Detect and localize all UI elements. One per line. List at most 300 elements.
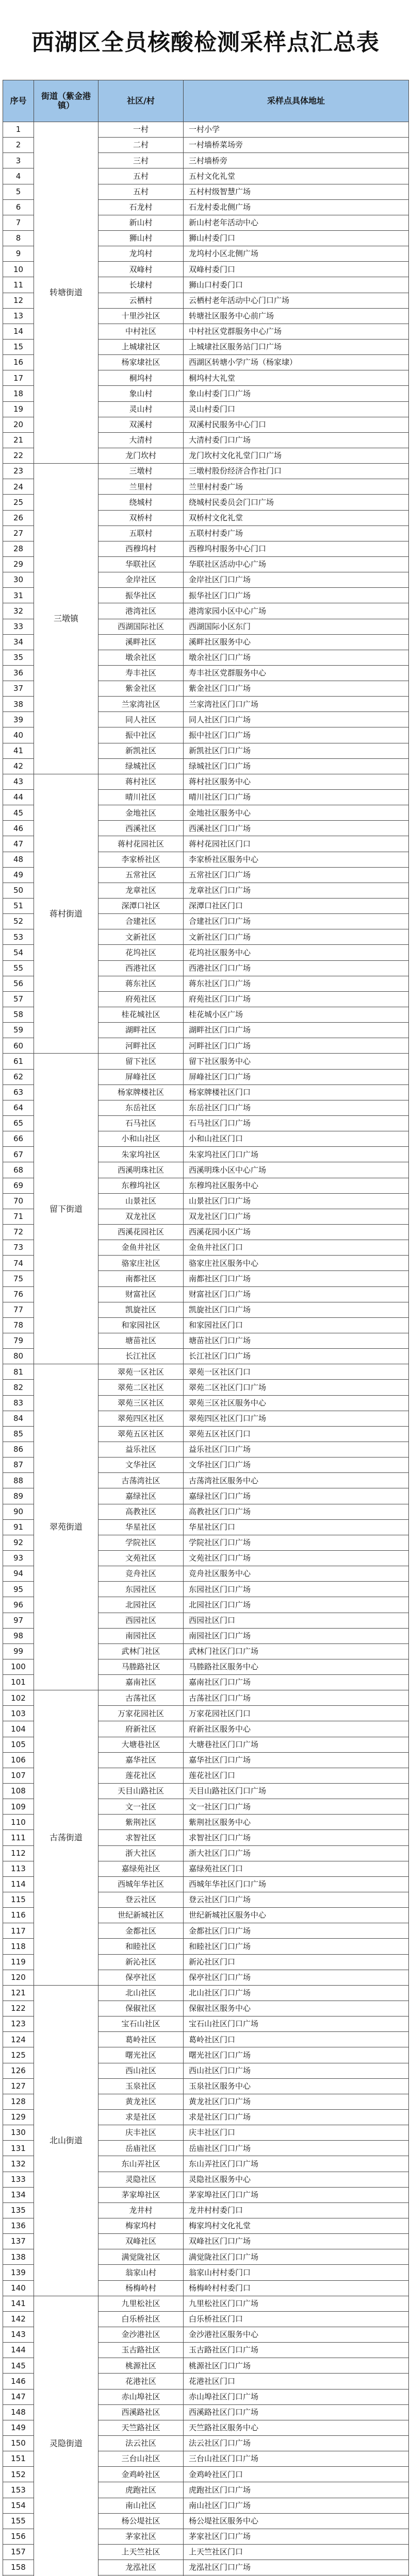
site-cell: 翠苑二区社区门口广场 — [184, 1380, 409, 1395]
site-cell: 和睦社区门口广场 — [184, 1939, 409, 1954]
site-cell: 翠苑一区社区门口 — [184, 1364, 409, 1380]
site-cell: 李家桥社区服务中心 — [184, 852, 409, 867]
site-cell: 西湖国际小区东门 — [184, 619, 409, 634]
seq-cell: 158 — [3, 2560, 34, 2575]
community-cell: 南山社区 — [98, 2498, 184, 2513]
seq-cell: 61 — [3, 1054, 34, 1069]
site-cell: 古荡社区门口广场 — [184, 1690, 409, 1706]
site-cell: 南园社区门口广场 — [184, 1628, 409, 1643]
site-cell: 象山村委门口广场 — [184, 386, 409, 401]
community-cell: 灵山村 — [98, 401, 184, 417]
seq-cell: 128 — [3, 2094, 34, 2109]
community-cell: 龙坞村 — [98, 246, 184, 262]
community-cell: 杨家牌楼社区 — [98, 1084, 184, 1100]
site-cell: 武林门社区门口广场 — [184, 1643, 409, 1659]
seq-cell: 82 — [3, 1380, 34, 1395]
seq-cell: 145 — [3, 2358, 34, 2374]
seq-cell: 157 — [3, 2544, 34, 2560]
community-cell: 茅家社区 — [98, 2529, 184, 2544]
seq-cell: 154 — [3, 2498, 34, 2513]
seq-cell: 8 — [3, 230, 34, 246]
community-cell: 寿丰社区 — [98, 665, 184, 681]
community-cell: 文一社区 — [98, 1799, 184, 1815]
street-cell: 翠苑街道 — [34, 1364, 98, 1690]
site-cell: 双峰村委门口 — [184, 262, 409, 277]
seq-cell: 6 — [3, 199, 34, 215]
community-cell: 上城埭社区 — [98, 339, 184, 354]
community-cell: 李家桥社区 — [98, 852, 184, 867]
site-cell: 东穆坞社区服务中心 — [184, 1178, 409, 1193]
site-cell: 上天竺社区门口 — [184, 2544, 409, 2560]
table-header-row — [3, 80, 409, 122]
seq-cell: 80 — [3, 1349, 34, 1364]
seq-cell: 25 — [3, 495, 34, 510]
seq-cell: 51 — [3, 899, 34, 914]
site-cell: 西溪社区门口广场 — [184, 821, 409, 836]
community-cell: 朱家坞社区 — [98, 1147, 184, 1162]
seq-cell: 135 — [3, 2202, 34, 2218]
seq-cell: 46 — [3, 821, 34, 836]
community-cell: 龙泓社区 — [98, 2560, 184, 2575]
seq-cell: 19 — [3, 401, 34, 417]
site-cell: 西山社区门口广场 — [184, 2063, 409, 2078]
seq-cell: 150 — [3, 2435, 34, 2451]
seq-cell: 10 — [3, 262, 34, 277]
seq-cell: 48 — [3, 852, 34, 867]
seq-cell: 14 — [3, 324, 34, 339]
seq-cell: 11 — [3, 277, 34, 293]
community-cell: 西溪社区 — [98, 821, 184, 836]
seq-cell: 95 — [3, 1582, 34, 1597]
site-cell: 桃源社区门口广场 — [184, 2358, 409, 2374]
site-cell: 金地社区服务中心 — [184, 805, 409, 821]
seq-cell: 94 — [3, 1566, 34, 1582]
seq-cell: 87 — [3, 1458, 34, 1473]
table-row — [3, 1364, 409, 1380]
community-cell: 西溪路社区 — [98, 2404, 184, 2420]
table-row — [3, 1985, 409, 2001]
site-cell: 龙坞村小区北侧广场 — [184, 246, 409, 262]
site-cell: 万家花园社区门口 — [184, 1706, 409, 1721]
seq-cell: 26 — [3, 510, 34, 526]
site-cell: 龙泓社区门口广场 — [184, 2560, 409, 2575]
header-community: 社区/村 — [98, 80, 184, 122]
seq-cell: 22 — [3, 448, 34, 463]
site-cell: 东园社区门口广场 — [184, 1582, 409, 1597]
community-cell: 同人社区 — [98, 712, 184, 727]
seq-cell: 152 — [3, 2467, 34, 2482]
site-cell: 竞舟社区服务中心 — [184, 1566, 409, 1582]
seq-cell: 47 — [3, 836, 34, 852]
seq-cell: 141 — [3, 2296, 34, 2311]
community-cell: 三台山社区 — [98, 2451, 184, 2467]
site-cell: 双峰社区门口广场 — [184, 2234, 409, 2249]
community-cell: 东山弄社区 — [98, 2156, 184, 2172]
community-cell: 一村 — [98, 122, 184, 138]
seq-cell: 136 — [3, 2218, 34, 2233]
table-row — [3, 1054, 409, 1069]
site-cell: 天目山路社区门口广场 — [184, 1784, 409, 1799]
site-cell: 文一社区门口广场 — [184, 1799, 409, 1815]
seq-cell: 153 — [3, 2482, 34, 2498]
community-cell: 求是社区 — [98, 2110, 184, 2125]
community-cell: 满觉陇社区 — [98, 2249, 184, 2265]
seq-cell: 147 — [3, 2389, 34, 2404]
community-cell: 南都社区 — [98, 1271, 184, 1286]
site-cell: 同人社区门口广场 — [184, 712, 409, 727]
seq-cell: 70 — [3, 1193, 34, 1209]
community-cell: 保俶社区 — [98, 2001, 184, 2016]
site-cell: 紫金社区门口广场 — [184, 681, 409, 697]
community-cell: 华星社区 — [98, 1519, 184, 1535]
community-cell: 三村 — [98, 153, 184, 168]
community-cell: 翠苑五区社区 — [98, 1426, 184, 1442]
community-cell: 金地社区 — [98, 805, 184, 821]
seq-cell: 130 — [3, 2125, 34, 2141]
community-cell: 嘉绿社区 — [98, 1488, 184, 1504]
community-cell: 葛岭社区 — [98, 2032, 184, 2047]
site-cell: 绕城村民委员会门口广场 — [184, 495, 409, 510]
community-cell: 五村 — [98, 168, 184, 184]
site-cell: 金沙港社区服务中心 — [184, 2327, 409, 2342]
community-cell: 金沙港社区 — [98, 2327, 184, 2342]
community-cell: 石马社区 — [98, 1116, 184, 1131]
community-cell: 嘉华社区 — [98, 1752, 184, 1768]
community-cell: 绿城社区 — [98, 758, 184, 774]
site-cell: 合建社区门口广场 — [184, 914, 409, 929]
community-cell: 塘苗社区 — [98, 1333, 184, 1348]
community-cell: 府苑社区 — [98, 991, 184, 1007]
community-cell: 益乐社区 — [98, 1442, 184, 1457]
seq-cell: 88 — [3, 1473, 34, 1488]
community-cell: 天目山路社区 — [98, 1784, 184, 1799]
seq-cell: 108 — [3, 1784, 34, 1799]
seq-cell: 63 — [3, 1084, 34, 1100]
community-cell: 中村社区 — [98, 324, 184, 339]
seq-cell: 83 — [3, 1395, 34, 1411]
community-cell: 桐坞村 — [98, 370, 184, 386]
seq-cell: 59 — [3, 1023, 34, 1038]
community-cell: 晴川社区 — [98, 790, 184, 805]
community-cell: 溪畔社区 — [98, 634, 184, 650]
site-cell: 小和山社区门口 — [184, 1131, 409, 1147]
community-cell: 保亭社区 — [98, 1970, 184, 1985]
seq-cell: 30 — [3, 572, 34, 588]
seq-cell: 115 — [3, 1892, 34, 1908]
community-cell: 西园社区 — [98, 1613, 184, 1628]
site-cell: 大清村委门口广场 — [184, 432, 409, 448]
community-cell: 翠苑四区社区 — [98, 1411, 184, 1426]
table-row — [3, 464, 409, 479]
site-cell: 溪畔社区服务中心 — [184, 634, 409, 650]
community-cell: 财富社区 — [98, 1286, 184, 1302]
community-cell: 高教社区 — [98, 1504, 184, 1519]
community-cell: 花港社区 — [98, 2374, 184, 2389]
community-cell: 西穆坞村 — [98, 541, 184, 556]
seq-cell: 13 — [3, 308, 34, 324]
seq-cell: 41 — [3, 743, 34, 758]
site-cell: 法云社区门口广场 — [184, 2435, 409, 2451]
site-cell: 华联社区活动中心广场 — [184, 556, 409, 572]
seq-cell: 65 — [3, 1116, 34, 1131]
community-cell: 石龙村 — [98, 199, 184, 215]
community-cell: 桂花城社区 — [98, 1007, 184, 1023]
community-cell: 新凯社区 — [98, 743, 184, 758]
community-cell: 深潭口社区 — [98, 899, 184, 914]
seq-cell: 68 — [3, 1162, 34, 1178]
community-cell: 宝石山社区 — [98, 2016, 184, 2032]
seq-cell: 40 — [3, 727, 34, 743]
seq-cell: 112 — [3, 1845, 34, 1861]
seq-cell: 155 — [3, 2513, 34, 2529]
sampling-site-table — [3, 80, 409, 2576]
community-cell: 金鱼井社区 — [98, 1240, 184, 1256]
community-cell: 蒋东社区 — [98, 976, 184, 991]
seq-cell: 39 — [3, 712, 34, 727]
community-cell: 曙光社区 — [98, 2047, 184, 2063]
site-cell: 府苑社区门口广场 — [184, 991, 409, 1007]
community-cell: 府新社区 — [98, 1721, 184, 1737]
site-cell: 求是社区门口广场 — [184, 2110, 409, 2125]
seq-cell: 137 — [3, 2234, 34, 2249]
site-cell: 财富社区门口广场 — [184, 1286, 409, 1302]
community-cell: 古荡湾社区 — [98, 1473, 184, 1488]
community-cell: 东穆坞社区 — [98, 1178, 184, 1193]
site-cell: 三台山社区门口广场 — [184, 2451, 409, 2467]
site-cell: 翠苑四区社区门口广场 — [184, 1411, 409, 1426]
community-cell: 三墩村 — [98, 464, 184, 479]
seq-cell: 126 — [3, 2063, 34, 2078]
site-cell: 虎跑社区门口广场 — [184, 2482, 409, 2498]
seq-cell: 140 — [3, 2280, 34, 2296]
seq-cell: 110 — [3, 1815, 34, 1830]
seq-cell: 139 — [3, 2265, 34, 2280]
site-cell: 港湾家园小区中心广场 — [184, 603, 409, 619]
community-cell: 长埭村 — [98, 277, 184, 293]
site-cell: 塘苗社区门口广场 — [184, 1333, 409, 1348]
site-cell: 南山社区门口广场 — [184, 2498, 409, 2513]
site-cell: 蒋村社区服务中心 — [184, 774, 409, 789]
community-cell: 万家花园社区 — [98, 1706, 184, 1721]
community-cell: 赤山埠社区 — [98, 2389, 184, 2404]
seq-cell: 24 — [3, 479, 34, 495]
community-cell: 上天竺社区 — [98, 2544, 184, 2560]
site-cell: 中村社区党群服务中心广场 — [184, 324, 409, 339]
seq-cell: 104 — [3, 1721, 34, 1737]
site-cell: 凯旋社区门口广场 — [184, 1302, 409, 1317]
site-cell: 新山村老年活动中心 — [184, 215, 409, 230]
seq-cell: 97 — [3, 1613, 34, 1628]
community-cell: 西山社区 — [98, 2063, 184, 2078]
seq-cell: 23 — [3, 464, 34, 479]
community-cell: 和家园社区 — [98, 1317, 184, 1333]
seq-cell: 91 — [3, 1519, 34, 1535]
seq-cell: 4 — [3, 168, 34, 184]
community-cell: 杨公堤社区 — [98, 2513, 184, 2529]
community-cell: 翠苑三区社区 — [98, 1395, 184, 1411]
community-cell: 金岸社区 — [98, 572, 184, 588]
community-cell: 金都社区 — [98, 1923, 184, 1939]
community-cell: 合建社区 — [98, 914, 184, 929]
community-cell: 登云社区 — [98, 1892, 184, 1908]
street-cell: 北山街道 — [34, 1985, 98, 2296]
seq-cell: 32 — [3, 603, 34, 619]
seq-cell: 44 — [3, 790, 34, 805]
site-cell: 府新社区服务中心 — [184, 1721, 409, 1737]
table-body — [3, 122, 409, 2576]
community-cell: 西溪花园社区 — [98, 1224, 184, 1240]
community-cell: 湖畔社区 — [98, 1023, 184, 1038]
site-cell: 深潭口社区门口 — [184, 899, 409, 914]
community-cell: 墩余社区 — [98, 650, 184, 665]
community-cell: 凯旋社区 — [98, 1302, 184, 1317]
site-cell: 振华社区门口广场 — [184, 588, 409, 603]
seq-cell: 55 — [3, 960, 34, 976]
site-cell: 龙章社区门口广场 — [184, 883, 409, 898]
seq-cell: 129 — [3, 2110, 34, 2125]
site-cell: 龙门坎村文化礼堂门口广场 — [184, 448, 409, 463]
community-cell: 振华社区 — [98, 588, 184, 603]
seq-cell: 12 — [3, 293, 34, 308]
site-cell: 桐坞村大礼堂 — [184, 370, 409, 386]
table-row — [3, 2296, 409, 2311]
seq-cell: 144 — [3, 2343, 34, 2358]
seq-cell: 60 — [3, 1038, 34, 1054]
community-cell: 五常社区 — [98, 867, 184, 883]
seq-cell: 114 — [3, 1876, 34, 1892]
community-cell: 北山社区 — [98, 1985, 184, 2001]
site-cell: 狮山村委门口 — [184, 230, 409, 246]
site-cell: 湖畔社区门口广场 — [184, 1023, 409, 1038]
site-cell: 金岸社区门口广场 — [184, 572, 409, 588]
seq-cell: 93 — [3, 1550, 34, 1566]
site-cell: 马塍路社区服务中心 — [184, 1659, 409, 1674]
community-cell: 竞舟社区 — [98, 1566, 184, 1582]
site-cell: 西溪花园小区广场 — [184, 1224, 409, 1240]
community-cell: 杨家埭社区 — [98, 355, 184, 370]
seq-cell: 103 — [3, 1706, 34, 1721]
seq-cell: 119 — [3, 1954, 34, 1970]
community-cell: 金鸡岭社区 — [98, 2467, 184, 2482]
site-cell: 河畔社区门口广场 — [184, 1038, 409, 1054]
site-cell: 西港社区门口广场 — [184, 960, 409, 976]
seq-cell: 84 — [3, 1411, 34, 1426]
site-cell: 五常社区门口广场 — [184, 867, 409, 883]
community-cell: 长江社区 — [98, 1349, 184, 1364]
header-street: 街道（紫金港镇） — [34, 80, 98, 122]
site-cell: 和家园社区门口 — [184, 1317, 409, 1333]
community-cell: 世纪新城社区 — [98, 1908, 184, 1923]
site-cell: 嘉绿社区门口广场 — [184, 1488, 409, 1504]
community-cell: 浙大社区 — [98, 1845, 184, 1861]
seq-cell: 124 — [3, 2032, 34, 2047]
site-cell: 登云社区门口广场 — [184, 1892, 409, 1908]
seq-cell: 43 — [3, 774, 34, 789]
site-cell: 晴川社区门口广场 — [184, 790, 409, 805]
community-cell: 五联村 — [98, 526, 184, 541]
site-cell: 保亭社区门口广场 — [184, 1970, 409, 1985]
community-cell: 双峰社区 — [98, 2234, 184, 2249]
site-cell: 一村小学 — [184, 122, 409, 138]
site-cell: 兰家湾社区门口广场 — [184, 697, 409, 712]
community-cell: 庆丰社区 — [98, 2125, 184, 2141]
site-cell: 黄龙社区门口广场 — [184, 2094, 409, 2109]
community-cell: 文苑社区 — [98, 1550, 184, 1566]
community-cell: 桃源社区 — [98, 2358, 184, 2374]
seq-cell: 36 — [3, 665, 34, 681]
seq-cell: 45 — [3, 805, 34, 821]
community-cell: 小和山社区 — [98, 1131, 184, 1147]
seq-cell: 9 — [3, 246, 34, 262]
site-cell: 兰里村村委广场 — [184, 479, 409, 495]
seq-cell: 31 — [3, 588, 34, 603]
seq-cell: 37 — [3, 681, 34, 697]
community-cell: 武林门社区 — [98, 1643, 184, 1659]
site-cell: 杨梅岭村村委门口 — [184, 2280, 409, 2296]
seq-cell: 16 — [3, 355, 34, 370]
site-cell: 岳庙社区门口广场 — [184, 2141, 409, 2156]
community-cell: 杨梅岭村 — [98, 2280, 184, 2296]
seq-cell: 89 — [3, 1488, 34, 1504]
site-cell: 翁家山村村委门口 — [184, 2265, 409, 2280]
seq-cell: 7 — [3, 215, 34, 230]
community-cell: 双桥村 — [98, 510, 184, 526]
seq-cell: 69 — [3, 1178, 34, 1193]
community-cell: 新沁社区 — [98, 1954, 184, 1970]
site-cell: 花港社区门口 — [184, 2374, 409, 2389]
site-cell: 北园社区门口广场 — [184, 1597, 409, 1613]
site-cell: 西溪路社区门口广场 — [184, 2404, 409, 2420]
site-cell: 灵山村委门口 — [184, 401, 409, 417]
site-cell: 玉泉社区服务中心 — [184, 2078, 409, 2094]
seq-cell: 142 — [3, 2311, 34, 2327]
community-cell: 龙章社区 — [98, 883, 184, 898]
site-cell: 朱家坞社区门口广场 — [184, 1147, 409, 1162]
seq-cell: 101 — [3, 1675, 34, 1690]
community-cell: 龙门坎村 — [98, 448, 184, 463]
seq-cell: 72 — [3, 1224, 34, 1240]
site-cell: 绿城社区门口广场 — [184, 758, 409, 774]
site-cell: 转塘社区服务中心前广场 — [184, 308, 409, 324]
community-cell: 法云社区 — [98, 2435, 184, 2451]
community-cell: 玉泉社区 — [98, 2078, 184, 2094]
site-cell: 桂花城小区广场 — [184, 1007, 409, 1023]
community-cell: 文新社区 — [98, 929, 184, 945]
seq-cell: 74 — [3, 1256, 34, 1271]
seq-cell: 125 — [3, 2047, 34, 2063]
site-cell: 赤山埠社区门口广场 — [184, 2389, 409, 2404]
seq-cell: 98 — [3, 1628, 34, 1643]
community-cell: 河畔社区 — [98, 1038, 184, 1054]
site-cell: 蒋东社区门口广场 — [184, 976, 409, 991]
seq-cell: 120 — [3, 1970, 34, 1985]
seq-cell: 64 — [3, 1100, 34, 1115]
street-cell: 古荡街道 — [34, 1690, 98, 1986]
site-cell: 西湖区转塘小学广场（杨家埭） — [184, 355, 409, 370]
community-cell: 西湖国际社区 — [98, 619, 184, 634]
community-cell: 双峰村 — [98, 262, 184, 277]
community-cell: 龙井村 — [98, 2202, 184, 2218]
site-cell: 莲花社区门口 — [184, 1768, 409, 1783]
community-cell: 双溪村 — [98, 417, 184, 432]
site-cell: 学院社区门口广场 — [184, 1535, 409, 1550]
seq-cell: 116 — [3, 1908, 34, 1923]
community-cell: 花坞社区 — [98, 945, 184, 960]
community-cell: 华联社区 — [98, 556, 184, 572]
seq-cell: 117 — [3, 1923, 34, 1939]
community-cell: 云栖村 — [98, 293, 184, 308]
seq-cell: 21 — [3, 432, 34, 448]
